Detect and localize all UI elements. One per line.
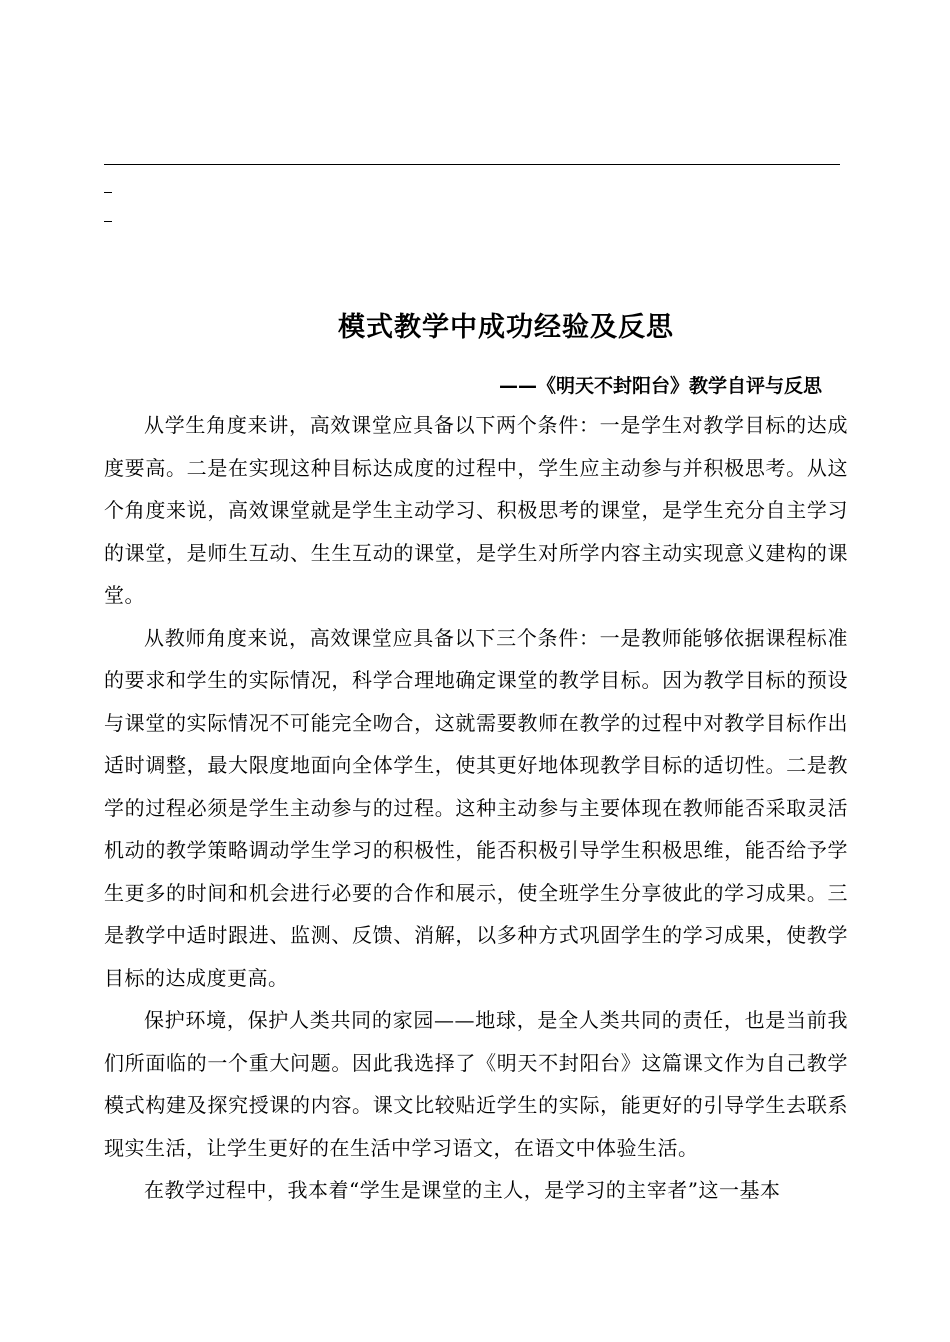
- document-body: [104, 404, 848, 1212]
- header-dash-mark: [104, 221, 112, 222]
- header-rule: [104, 164, 840, 165]
- paragraph: 保护环境，保护人类共同的家园——地球，是全人类共同的责任，也是当前我们所面临的一个重大问题。因此我选择了《明天不封阳台》这篇课文作为自己教学模式构建及探究授课的内容。课文比较贴近学生的实际，能更好的引导学生去联系现实生活，让学生更好的在生活中学习语文，在语文中体验生活。: [104, 1008, 848, 1160]
- paragraph: 在教学过程中，我本着“学生是课堂的主人，是学习的主宰者”这一基本: [144, 1178, 781, 1202]
- document-subtitle: ——《明天不封阳台》教学自评与反思: [498, 375, 822, 397]
- paragraph: 从教师角度来说，高效课堂应具备以下三个条件：一是教师能够依据课程标准的要求和学生的实际情况，科学合理地确定课堂的教学目标。因为教学目标的预设与课堂的实际情况不可能完全吻合，这就需要教师在教学的过程中对教学目标作出适时调整，最大限度地面向全体学生，使其更好地体现教学目标的适切性。二是教学的过程必须是学生主动参与的过程。这种主动参与主要体现在教师能否采取灵活机动的教学策略调动学生学习的积极性，能否积极引导学生积极思维，能否给予学生更多的时间和机会进行必要的合作和展示，使全班学生分享彼此的学习成果。三是教学中适时跟进、监测、反馈、消解，以多种方式巩固学生的学习成果，使教学目标的达成度更高。: [104, 625, 848, 990]
- document-title: 模式教学中成功经验及反思: [338, 312, 674, 343]
- header-dash-mark: [104, 192, 112, 193]
- paragraph: 从学生角度来讲，高效课堂应具备以下两个条件：一是学生对教学目标的达成度要高。二是在实现这种目标达成度的过程中，学生应主动参与并积极思考。从这个角度来说，高效课堂就是学生主动学习、积极思考的课堂，是学生充分自主学习的课堂，是师生互动、生生互动的课堂，是学生对所学内容主动实现意义建构的课堂。: [104, 413, 848, 607]
